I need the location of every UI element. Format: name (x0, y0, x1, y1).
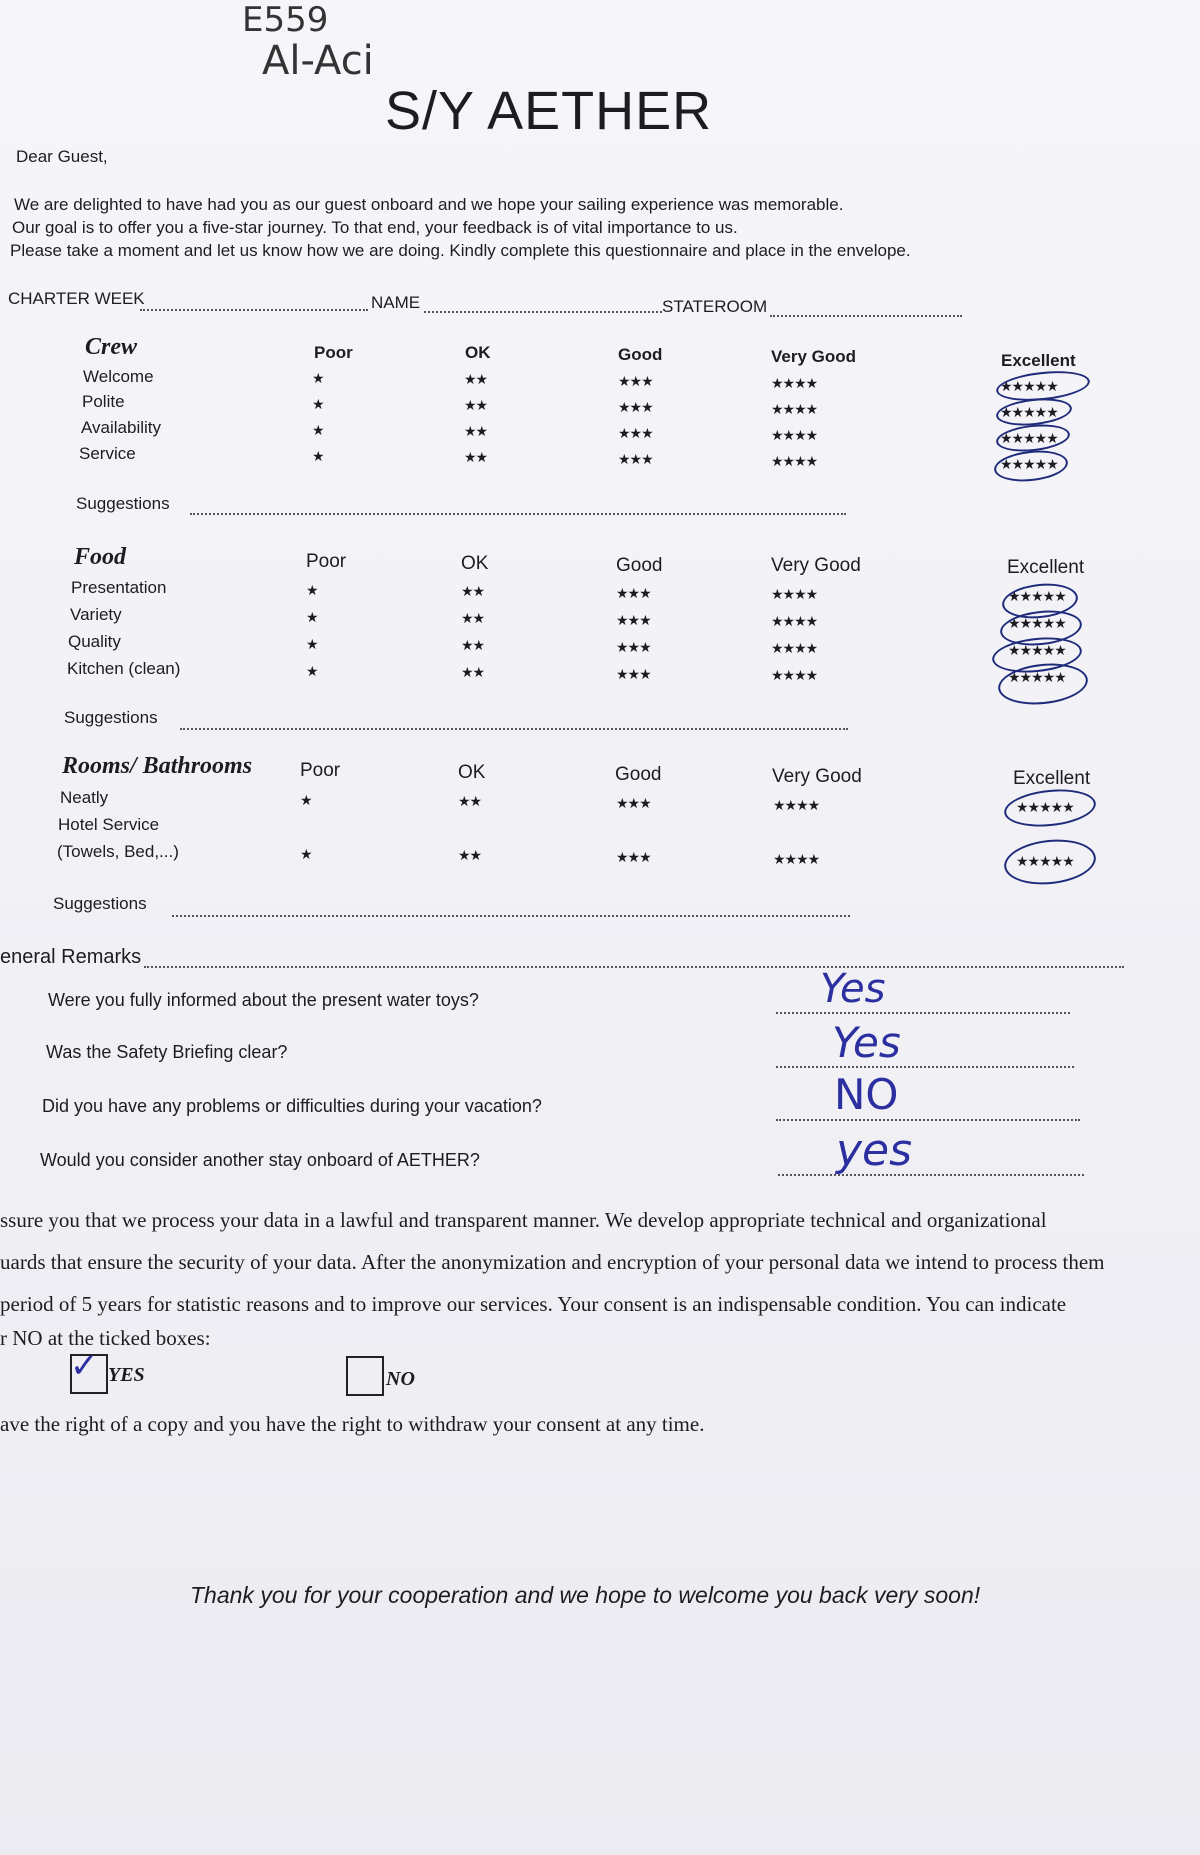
question-3: Did you have any problems or difficulties during your vacation? (42, 1096, 542, 1116)
crew-good-header: Good (618, 345, 663, 364)
star-rating-3[interactable]: ★★★ (616, 795, 651, 811)
excellent-selection-circle (1002, 785, 1097, 830)
star-rating-4[interactable]: ★★★★ (771, 427, 818, 443)
rooms-section-title: Rooms/ Bathrooms (62, 753, 253, 779)
star-rating-3[interactable]: ★★★ (618, 373, 653, 389)
food-suggestions-label: Suggestions (64, 708, 158, 727)
star-rating-2[interactable]: ★★ (461, 610, 485, 626)
star-rating-5[interactable]: ★★★★★ (1000, 456, 1058, 472)
star-rating-4[interactable]: ★★★★ (773, 797, 820, 813)
food-suggestions-field[interactable] (180, 728, 848, 730)
question-1: Were you fully informed about the present water toys? (48, 990, 479, 1010)
rooms-item-neatly: Neatly (60, 788, 109, 807)
handwritten-name: Al-Aci (262, 38, 374, 84)
answer-4-field[interactable] (778, 1174, 1084, 1176)
star-rating-1[interactable]: ★ (300, 792, 312, 808)
food-poor-header: Poor (306, 551, 347, 572)
crew-item-welcome: Welcome (83, 367, 154, 386)
rooms-item-towels-bed: (Towels, Bed,...) (57, 842, 179, 861)
excellent-selection-circle (1002, 835, 1098, 888)
food-item-kitchen: Kitchen (clean) (67, 659, 181, 678)
star-rating-5[interactable]: ★★★★★ (1008, 642, 1066, 658)
rooms-ok-header: OK (458, 762, 486, 783)
crew-item-availability: Availability (81, 418, 162, 437)
question-4: Would you consider another stay onboard of AETHER? (40, 1150, 480, 1170)
star-rating-5[interactable]: ★★★★★ (1008, 615, 1066, 631)
name-field[interactable] (424, 311, 662, 313)
rooms-excellent-header: Excellent (1013, 768, 1091, 789)
crew-suggestions-field[interactable] (190, 513, 846, 515)
star-rating-4[interactable]: ★★★★ (771, 453, 818, 469)
star-rating-2[interactable]: ★★ (461, 637, 485, 653)
greeting: Dear Guest, (16, 147, 108, 166)
rooms-verygood-header: Very Good (772, 766, 862, 787)
star-rating-3[interactable]: ★★★ (616, 585, 651, 601)
food-item-quality: Quality (68, 632, 121, 651)
star-rating-3[interactable]: ★★★ (618, 425, 653, 441)
stateroom-label: STATEROOM (662, 297, 768, 316)
stateroom-field[interactable] (770, 315, 962, 317)
star-rating-5[interactable]: ★★★★★ (1016, 853, 1074, 869)
consent-line-2: uards that ensure the security of your data. After the anonymization and encryption of your personal data we intend to process them (0, 1250, 1105, 1274)
crew-section-title: Crew (85, 334, 138, 360)
star-rating-3[interactable]: ★★★ (618, 399, 653, 415)
answer-1-handwritten: Yes (820, 966, 886, 1012)
checkmark-icon: ✓ (70, 1347, 99, 1385)
star-rating-4[interactable]: ★★★★ (771, 375, 818, 391)
star-rating-5[interactable]: ★★★★★ (1008, 588, 1066, 604)
consent-final-line: ave the right of a copy and you have the right to withdraw your consent at any time. (0, 1412, 705, 1436)
star-rating-4[interactable]: ★★★★ (771, 613, 818, 629)
rooms-item-hotel-service: Hotel Service (58, 815, 160, 834)
star-rating-1[interactable]: ★ (312, 448, 324, 464)
general-remarks-label: eneral Remarks (0, 946, 142, 968)
star-rating-5[interactable]: ★★★★★ (1000, 404, 1058, 420)
answer-2-handwritten: Yes (832, 1018, 901, 1067)
consent-line-4: r NO at the ticked boxes: (0, 1326, 211, 1350)
star-rating-4[interactable]: ★★★★ (771, 586, 818, 602)
answer-3-field[interactable] (776, 1119, 1080, 1121)
star-rating-3[interactable]: ★★★ (616, 666, 651, 682)
answer-4-handwritten: yes (836, 1125, 913, 1176)
rooms-good-header: Good (615, 764, 662, 785)
star-rating-2[interactable]: ★★ (458, 793, 482, 809)
general-remarks-field[interactable] (144, 966, 1124, 968)
star-rating-4[interactable]: ★★★★ (771, 640, 818, 656)
food-ok-header: OK (461, 553, 489, 574)
star-rating-5[interactable]: ★★★★★ (1008, 669, 1066, 685)
rooms-suggestions-label: Suggestions (53, 894, 147, 913)
charter-week-field[interactable] (140, 309, 368, 311)
charter-week-label: CHARTER WEEK (8, 289, 145, 308)
star-rating-4[interactable]: ★★★★ (771, 401, 818, 417)
consent-no-label: NO (386, 1368, 415, 1390)
star-rating-1[interactable]: ★ (306, 636, 318, 652)
crew-item-polite: Polite (82, 392, 125, 411)
crew-item-service: Service (79, 444, 136, 463)
consent-line-1: ssure you that we process your data in a lawful and transparent manner. We develop appropriate technical and organizational (0, 1208, 1047, 1232)
thank-you-message: Thank you for your cooperation and we hope to welcome you back very soon! (190, 1582, 981, 1608)
rooms-suggestions-field[interactable] (172, 915, 850, 917)
star-rating-2[interactable]: ★★ (464, 449, 488, 465)
star-rating-1[interactable]: ★ (312, 396, 324, 412)
consent-yes-label: YES (108, 1364, 145, 1386)
consent-line-3: period of 5 years for statistic reasons and to improve our services. Your consent is an indispensable condition. You can indicate (0, 1292, 1067, 1316)
star-rating-1[interactable]: ★ (306, 663, 318, 679)
star-rating-5[interactable]: ★★★★★ (1016, 799, 1074, 815)
star-rating-2[interactable]: ★★ (461, 664, 485, 680)
crew-ok-header: OK (465, 343, 491, 362)
answer-2-field[interactable] (776, 1066, 1074, 1068)
consent-no-checkbox[interactable] (346, 1356, 384, 1396)
handwritten-code: E559 (242, 0, 329, 40)
page-title: S/Y AETHER (385, 81, 713, 141)
star-rating-5[interactable]: ★★★★★ (1000, 378, 1058, 394)
food-good-header: Good (616, 555, 663, 576)
answer-1-field[interactable] (776, 1012, 1070, 1014)
crew-poor-header: Poor (314, 343, 353, 362)
star-rating-2[interactable]: ★★ (461, 583, 485, 599)
food-verygood-header: Very Good (771, 555, 861, 576)
star-rating-3[interactable]: ★★★ (618, 451, 653, 467)
intro-line-3: Please take a moment and let us know how we are doing. Kindly complete this questionnaire and place in the envelope. (10, 241, 911, 260)
star-rating-4[interactable]: ★★★★ (771, 667, 818, 683)
star-rating-2[interactable]: ★★ (458, 847, 482, 863)
crew-excellent-header: Excellent (1001, 351, 1076, 370)
star-rating-3[interactable]: ★★★ (616, 612, 651, 628)
excellent-selection-circle (993, 447, 1070, 485)
star-rating-4[interactable]: ★★★★ (773, 851, 820, 867)
intro-line-1: We are delighted to have had you as our guest onboard and we hope your sailing experience was memorable. (14, 195, 844, 214)
name-label: NAME (371, 293, 421, 312)
star-rating-1[interactable]: ★ (306, 582, 318, 598)
food-section-title: Food (74, 544, 127, 570)
question-2: Was the Safety Briefing clear? (46, 1042, 288, 1062)
star-rating-1[interactable]: ★ (312, 370, 324, 386)
star-rating-1[interactable]: ★ (306, 609, 318, 625)
star-rating-1[interactable]: ★ (300, 846, 312, 862)
star-rating-2[interactable]: ★★ (464, 397, 488, 413)
intro-line-2: Our goal is to offer you a five-star journey. To that end, your feedback is of vital importance to us. (12, 218, 738, 237)
star-rating-2[interactable]: ★★ (464, 371, 488, 387)
crew-suggestions-label: Suggestions (76, 494, 170, 513)
star-rating-1[interactable]: ★ (312, 422, 324, 438)
answer-3-handwritten: NO (834, 1070, 899, 1119)
rooms-poor-header: Poor (300, 760, 341, 781)
food-item-variety: Variety (70, 605, 122, 624)
food-excellent-header: Excellent (1007, 557, 1085, 578)
star-rating-2[interactable]: ★★ (464, 423, 488, 439)
star-rating-3[interactable]: ★★★ (616, 639, 651, 655)
star-rating-3[interactable]: ★★★ (616, 849, 651, 865)
food-item-presentation: Presentation (71, 578, 167, 597)
crew-verygood-header: Very Good (771, 347, 857, 366)
star-rating-5[interactable]: ★★★★★ (1000, 430, 1058, 446)
